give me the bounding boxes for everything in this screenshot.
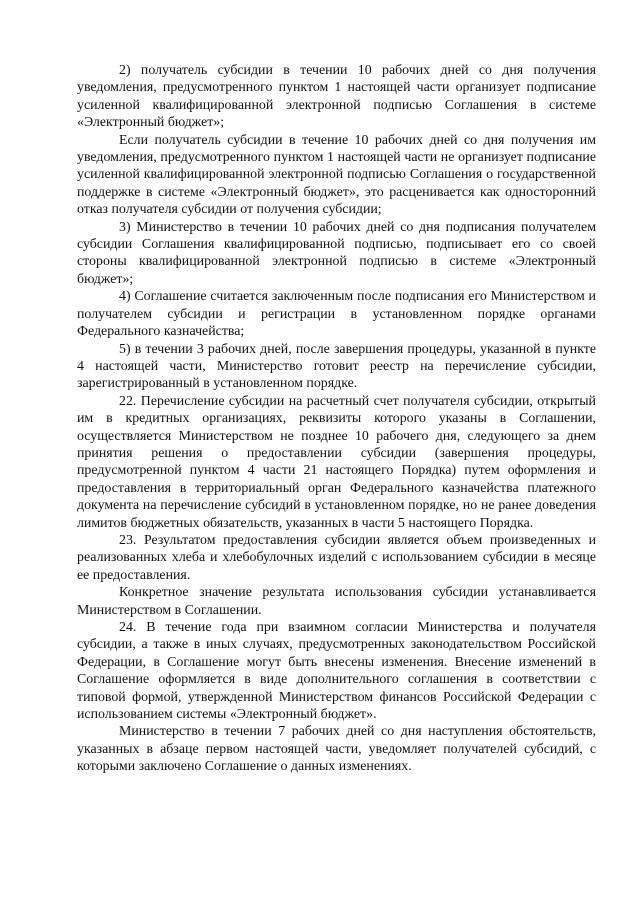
paragraph-item-3: 3) Министерство в течении 10 рабочих дней со дня подписания получателем субсидии Соглашения квалифицированной подписью, подписывает его со своей стороны квалифицированной электронной подписью в системе «Электронный бюджет»;: [77, 219, 596, 287]
paragraph-section-23: 23. Результатом предоставления субсидии является объем произведенных и реализованных хлеба и хлебобулочных изделий с использованием субсидии в месяце ее предоставления.: [77, 532, 596, 583]
paragraph-result-value: Конкретное значение результата использования субсидии устанавливается Министерством в Соглашении.: [77, 585, 596, 618]
paragraph-refusal: Если получатель субсидии в течение 10 рабочих дней со дня получения им уведомления, предусмотренного пунктом 1 настоящей части не организует подписание усиленной квалифицированной электронной подписью Соглашения о государственной поддержке в системе «Электронный бюджет», это расценивается как односторонний отказ получателя субсидии от получения субсидии;: [77, 132, 596, 218]
paragraph-section-22: 22. Перечисление субсидии на расчетный счет получателя субсидии, открытый им в кредитных организациях, реквизиты которого указаны в Соглашении, осуществляется Министерством не позднее 10 рабочего дня, следующего за днем принятия решения о предоставлении субсидии (завершения процедуры, предусмотренной пунктом 4 части 21 настоящего Порядка) путем оформления и предоставления в территориальный орган Федерального казначейства платежного документа на перечисление субсидий в установленном порядке, но не ранее доведения лимитов бюджетных обязательств, указанных в части 5 настоящего Порядка.: [77, 393, 596, 531]
paragraph-item-4: 4) Соглашение считается заключенным после подписания его Министерством и получателем субсидии и регистрации в установленном порядке органами Федерального казначейства;: [77, 289, 596, 340]
paragraph-section-24: 24. В течение года при взаимном согласии Министерства и получателя субсидии, а также в иных случаях, предусмотренных законодательством Российской Федерации, в Соглашение могут быть внесены изменения. Внесение изменений в Соглашение оформляется в виде дополнительного соглашения в соответствии с типовой формой, утвержденной Министерством финансов Российской Федерации с использованием системы «Электронный бюджет».: [77, 620, 596, 723]
paragraph-item-2: 2) получатель субсидии в течении 10 рабочих дней со дня получения уведомления, предусмотренного пунктом 1 настоящей части организует подписание усиленной квалифицированной электронной подписью Соглашения в системе «Электронный бюджет»;: [77, 63, 596, 131]
document-body: [77, 62, 596, 776]
paragraph-notification: Министерство в течении 7 рабочих дней со дня наступления обстоятельств, указанных в абзаце первом настоящей части, уведомляет получателей субсидий, с которыми заключено Соглашение о данных изменениях.: [77, 724, 596, 775]
paragraph-item-5: 5) в течении 3 рабочих дней, после завершения процедуры, указанной в пункте 4 настоящей части, Министерство готовит реестр на перечисление субсидии, зарегистрированный в установленном порядке.: [77, 341, 596, 392]
